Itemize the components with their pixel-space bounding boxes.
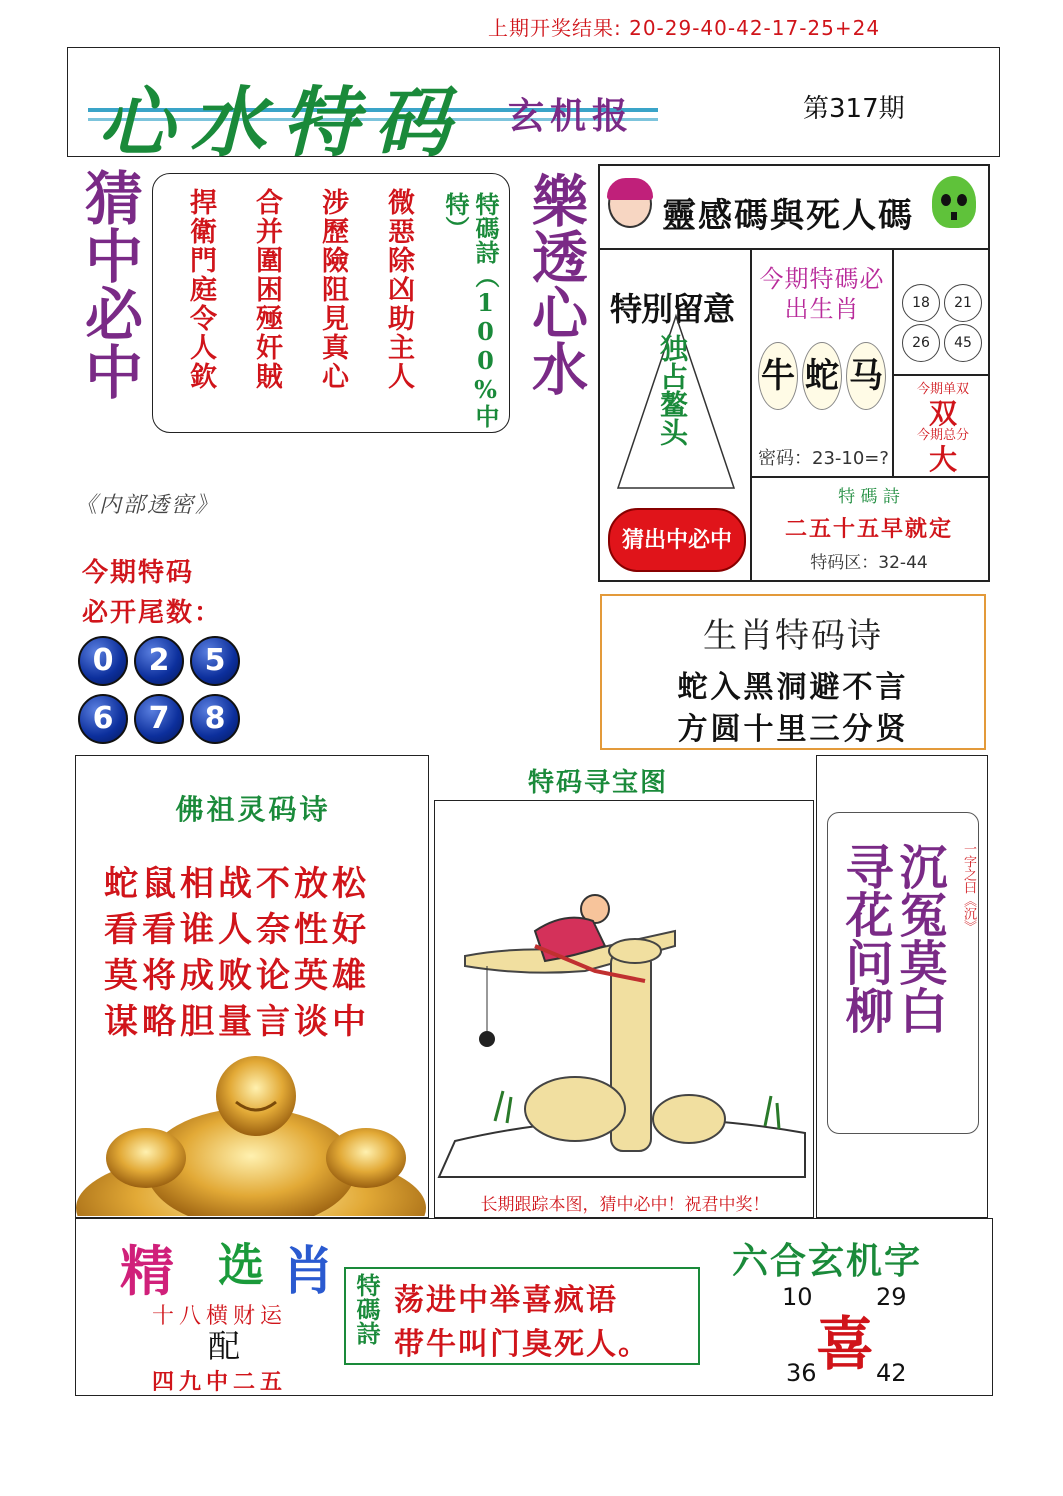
poem-col-2: 涉歷險阻見真心	[317, 188, 348, 391]
ze: 选	[218, 1238, 264, 1292]
total-label: 今期总分	[916, 428, 969, 443]
number-21: 21	[944, 284, 982, 322]
tema-label: 特碼詩	[352, 1273, 381, 1345]
jing: 精	[120, 1239, 174, 1303]
header-subtitle: 玄机报	[508, 95, 635, 137]
spirit-divider	[600, 248, 988, 250]
buddha-box	[75, 755, 429, 1218]
number-26: 26	[902, 324, 940, 362]
buddha-line-1: 蛇鼠相战不放松	[104, 864, 370, 904]
poem-col-1: 微惡除凶助主人	[383, 188, 414, 391]
tail-row-2	[78, 694, 246, 744]
tail-line-1: 今期特码	[82, 558, 195, 588]
triangle-text: 独占鳌头	[656, 334, 689, 446]
tail-ball: 5	[190, 636, 240, 686]
buddha-title: 佛祖灵码诗	[175, 793, 331, 826]
single-double-value: 双	[928, 397, 957, 430]
treasure-caption: 长期跟踪本图，猜中必中！祝君中奖！	[480, 1195, 770, 1215]
zodiac-3: 马	[846, 342, 886, 410]
tema-poem-1: 荡进中举喜疯语	[394, 1283, 618, 1318]
riddle-hint: 一字之曰《沉》	[961, 842, 976, 933]
tail-ball: 8	[190, 694, 240, 744]
last-result: 上期开奖结果: 20-29-40-42-17-25+24	[488, 16, 881, 40]
tail-ball: 2	[134, 636, 184, 686]
inside-secret: 《内部透密》	[75, 493, 220, 518]
riddle-box	[816, 755, 988, 1218]
liuhe-num-4: 42	[876, 1359, 907, 1387]
number-18: 18	[902, 284, 940, 322]
buddha-line-4: 谋略胆量言谈中	[104, 1002, 370, 1042]
spirit-title: 靈感碼與死人碼	[662, 196, 914, 236]
left-banner: 猜中必中	[75, 168, 143, 400]
tail-ball: 0	[78, 636, 128, 686]
spirit-poem-label: 特 碼 詩	[838, 487, 900, 507]
tail-row-1	[78, 636, 246, 686]
header-title: 心水特码	[98, 78, 466, 167]
tail-ball: 6	[78, 694, 128, 744]
zodiac-poem-box	[600, 594, 986, 750]
zodiac-1: 牛	[758, 342, 798, 410]
bottom-box	[75, 1218, 993, 1396]
poem-col-4: 捍衛門庭令人欽	[185, 188, 216, 391]
treasure-box	[434, 800, 814, 1218]
poem-title: 特碼詩（100%中特）	[441, 192, 500, 428]
liuhe-num-3: 36	[786, 1359, 817, 1387]
single-double-label: 今期单双	[916, 382, 969, 397]
buddha-line-3: 莫将成败论英雄	[104, 956, 370, 996]
bottom-line-3: 四九中二五	[152, 1370, 288, 1395]
poem-box	[152, 173, 510, 433]
face-icon	[608, 180, 652, 228]
zodiac-poem-line-1: 蛇入黑洞避不言	[677, 670, 909, 705]
issue-number: 第317期	[803, 94, 905, 124]
buddha-figure	[76, 1048, 426, 1216]
tema-box	[344, 1267, 700, 1365]
tail-ball: 7	[134, 694, 184, 744]
skull-icon	[932, 176, 976, 228]
spirit-panel	[598, 164, 990, 582]
liuhe-title: 六合玄机字	[732, 1240, 923, 1282]
special-note: 特別留意	[610, 290, 735, 328]
treasure-illustration	[435, 871, 811, 1181]
password: 密码：23-10=?	[758, 448, 889, 469]
bottom-line-2: 配	[208, 1327, 241, 1365]
spirit-vdivider-2	[892, 250, 894, 476]
zodiac-poem-title: 生肖特码诗	[703, 616, 883, 656]
number-45: 45	[944, 324, 982, 362]
right-banner: 樂透心水	[523, 172, 589, 396]
treasure-title: 特码寻宝图	[528, 768, 669, 798]
total-value: 大	[928, 443, 957, 476]
liuhe-num-1: 10	[782, 1283, 813, 1311]
liuhe-center: 喜	[816, 1310, 875, 1378]
poem-col-3: 合并圍困殛奸賊	[251, 188, 282, 391]
bottom-line-1: 十八横财运	[152, 1304, 288, 1329]
zodiac-poem-line-2: 方圆十里三分贤	[677, 712, 909, 747]
spirit-hdivider-3	[892, 374, 988, 376]
riddle-right: 沉冤莫白	[891, 842, 947, 1034]
special-zone: 特码区：32-44	[810, 553, 928, 573]
xiao: 肖	[282, 1241, 335, 1302]
zodiac-2: 蛇	[802, 342, 842, 410]
liuhe-num-2: 29	[876, 1283, 907, 1311]
tail-line-2: 必开尾数：	[82, 598, 223, 628]
tema-poem-2: 带牛叫门臭死人。	[394, 1327, 650, 1362]
zodiac-label: 今期特碼必出生肖	[759, 265, 885, 323]
header-box	[67, 47, 1000, 167]
spirit-poem: 二五十五早就定	[784, 516, 953, 542]
riddle-left: 寻花问柳	[837, 842, 893, 1034]
must-guess-badge: 猜出中必中	[608, 508, 746, 572]
buddha-line-2: 看看谁人奈性好	[104, 910, 370, 950]
